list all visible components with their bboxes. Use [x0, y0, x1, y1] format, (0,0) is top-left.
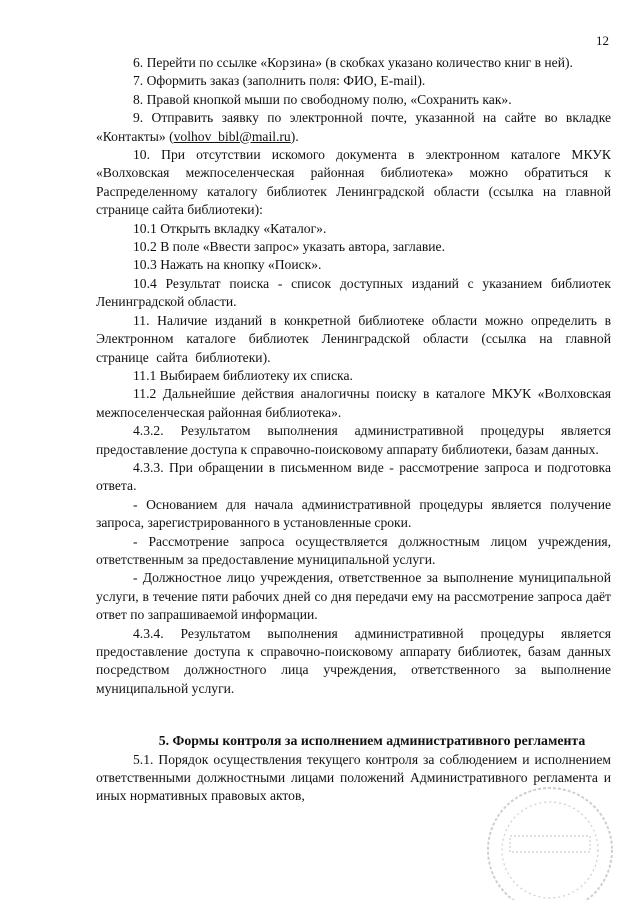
- paragraph: - Должностное лицо учреждения, ответственное за выполнение муниципальной услуги, в течение пяти рабочих дней со дня передачи ему на рассмотрение запроса даёт ответ по запрашиваемой информации.: [96, 570, 611, 623]
- page-number: 12: [596, 33, 609, 48]
- email-link[interactable]: volhov_bibl@mail.ru: [173, 128, 291, 144]
- paragraph: 4.3.2. Результатом выполнения административной процедуры является предоставление доступа к справочно-поисковому аппарату библиотеки, базам данных.: [96, 423, 611, 457]
- document-body: [96, 54, 611, 806]
- section-gap: [96, 698, 611, 732]
- paragraph: - Основанием для начала административной процедуры является получение запроса, зарегистрированного в установленные сроки.: [96, 496, 611, 531]
- paragraph: 11. Наличие изданий в конкретной библиотеке области можно определить в Электронном каталоге библиотек Ленинградской области (ссылка на главной странице сайта библиотеки).: [96, 312, 611, 365]
- paragraph: 10.4 Результат поиска - список доступных изданий с указанием библиотек Ленинградской области.: [96, 275, 611, 310]
- paragraph: 4.3.3. При обращении в письменном виде - рассмотрение запроса и подготовка ответа.: [96, 459, 611, 494]
- paragraph-with-email: [96, 109, 611, 146]
- paragraph: 4.3.4. Результатом выполнения административной процедуры является предоставление доступа к справочно-поисковому аппарату библиотек, базам данных посредством должностного лица учреждения, ответственного за выполнение муниципальной услуги.: [96, 625, 611, 696]
- paragraph: 10.1 Открыть вкладку «Каталог».: [133, 220, 327, 236]
- paragraph: 6. Перейти по ссылке «Корзина» (в скобках указано количество книг в ней).: [133, 55, 573, 70]
- section-heading: 5. Формы контроля за исполнением административного регламента: [158, 733, 586, 749]
- paragraph: 11.2 Дальнейшие действия аналогичны поиску в каталоге МКУК «Волховская межпоселенческая районная библиотека».: [96, 386, 611, 420]
- paragraph-text: 9. Отправить заявку по электронной почте, указанной на сайте во вкладке «Контакты» (: [96, 110, 611, 144]
- paragraph: 11.1 Выбираем библиотеку их списка.: [133, 367, 353, 383]
- paragraph-text-tail: ).: [290, 128, 299, 144]
- paragraph: - Рассмотрение запроса осуществляется должностным лицом учреждения, ответственным за предоставление муниципальной услуги.: [96, 533, 611, 567]
- paragraph: 8. Правой кнопкой мыши по свободному полю, «Сохранить как».: [133, 91, 512, 107]
- paragraph: 7. Оформить заказ (заполнить поля: ФИО, E-mail).: [133, 73, 426, 89]
- paragraph: 10.3 Нажать на кнопку «Поиск».: [133, 257, 322, 273]
- paragraph: 5.1. Порядок осуществления текущего контроля за соблюдением и исполнением ответственными должностными лицами положений Административного регламента и иных нормативных правовых актов,: [96, 751, 611, 804]
- paragraph: 10. При отсутствии искомого документа в электронном каталоге МКУК «Волховская межпоселенческая районная библиотека» можно обратиться к Распределенному каталогу библиотек Ленинградской области (ссылка на главной странице сайта библиотеки):: [96, 147, 611, 218]
- paragraph: 10.2 В поле «Ввести запрос» указать автора, заглавие.: [133, 239, 445, 255]
